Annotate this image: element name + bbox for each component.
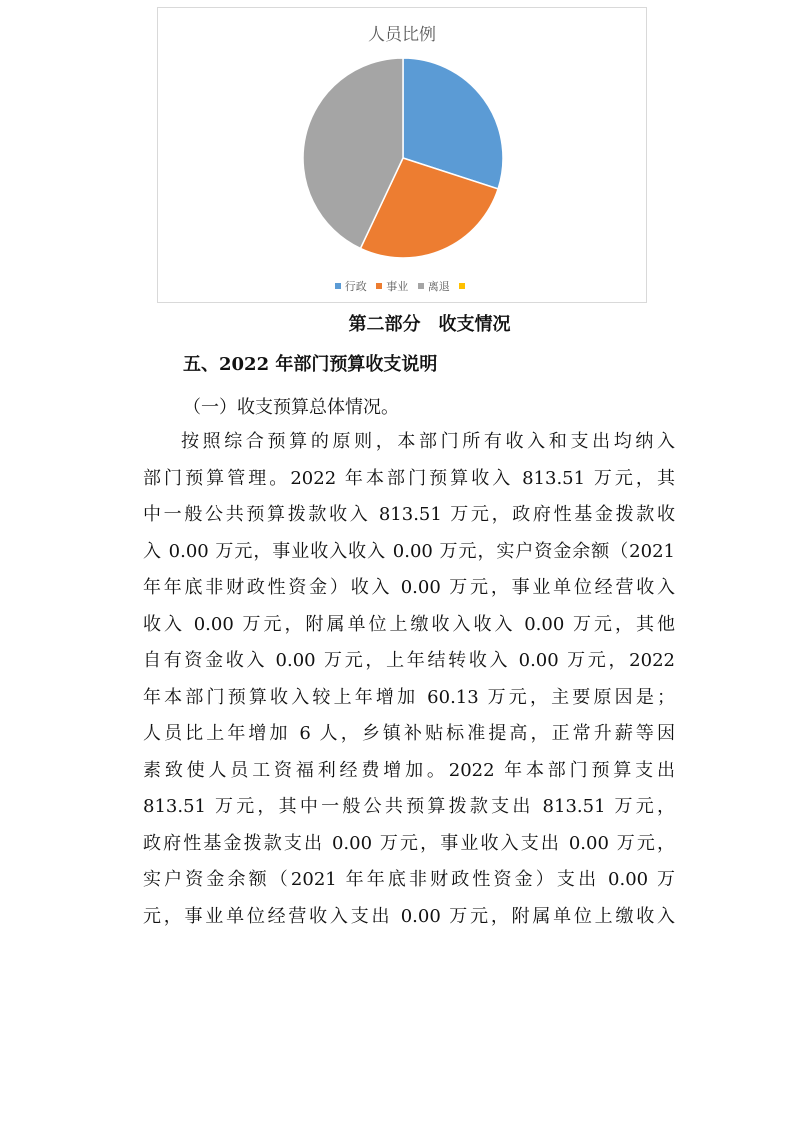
legend-label: 离退	[427, 280, 450, 293]
chart-legend	[158, 278, 646, 294]
pie-chart	[157, 7, 647, 303]
body-line: 政府性基金拨款支出 0.00 万元，事业收入支出 0.00 万元，	[143, 832, 675, 854]
legend-swatch	[418, 283, 424, 289]
body-line: 人员比上年增加 6 人，乡镇补贴标准提高，正常升薪等因	[143, 723, 675, 744]
body-line: 中一般公共预算拨款收入 813.51 万元，政府性基金拨款收	[143, 504, 675, 525]
body-line: 813.51 万元，其中一般公共预算拨款支出 813.51 万元，	[143, 796, 675, 817]
body-line: 入 0.00 万元，事业收入收入 0.00 万元，实户资金余额（2021	[143, 540, 675, 562]
legend-swatch	[459, 283, 465, 289]
legend-label: 行政	[344, 280, 367, 293]
chart-title: 人员比例	[368, 25, 436, 45]
body-line: 部门预算管理。2022 年本部门预算收入 813.51 万元，其	[143, 467, 675, 489]
body-line: 年本部门预算收入较上年增加 60.13 万元，主要原因是；	[143, 686, 675, 708]
section-heading: 五、2022 年部门预算收支说明	[183, 354, 438, 375]
body-line: 自有资金收入 0.00 万元，上年结转收入 0.00 万元，2022	[143, 650, 675, 671]
legend-item-empty	[459, 280, 469, 293]
sub-heading: （一）收支预算总体情况。	[183, 397, 399, 418]
part-heading: 第二部分 收支情况	[348, 314, 511, 335]
body-line: 年年底非财政性资金）收入 0.00 万元，事业单位经营收入	[143, 577, 675, 598]
body-line: 素致使人员工资福利经费增加。2022 年本部门预算支出	[143, 759, 675, 781]
body-line: 按照综合预算的原则，本部门所有收入和支出均纳入	[181, 431, 675, 452]
legend-label: 事业	[386, 280, 409, 293]
pie-svg	[158, 8, 648, 304]
body-line: 元，事业单位经营收入支出 0.00 万元，附属单位上缴收入	[143, 905, 675, 927]
legend-swatch	[335, 283, 341, 289]
body-paragraph	[143, 424, 675, 935]
legend-item-retired	[418, 278, 450, 294]
legend-item-institution	[376, 278, 408, 294]
body-line: 收入 0.00 万元，附属单位上缴收入收入 0.00 万元，其他	[143, 613, 675, 635]
legend-item-admin	[335, 278, 367, 294]
body-line: 实户资金余额（2021 年年底非财政性资金）支出 0.00 万	[143, 869, 675, 890]
legend-swatch	[376, 283, 382, 289]
